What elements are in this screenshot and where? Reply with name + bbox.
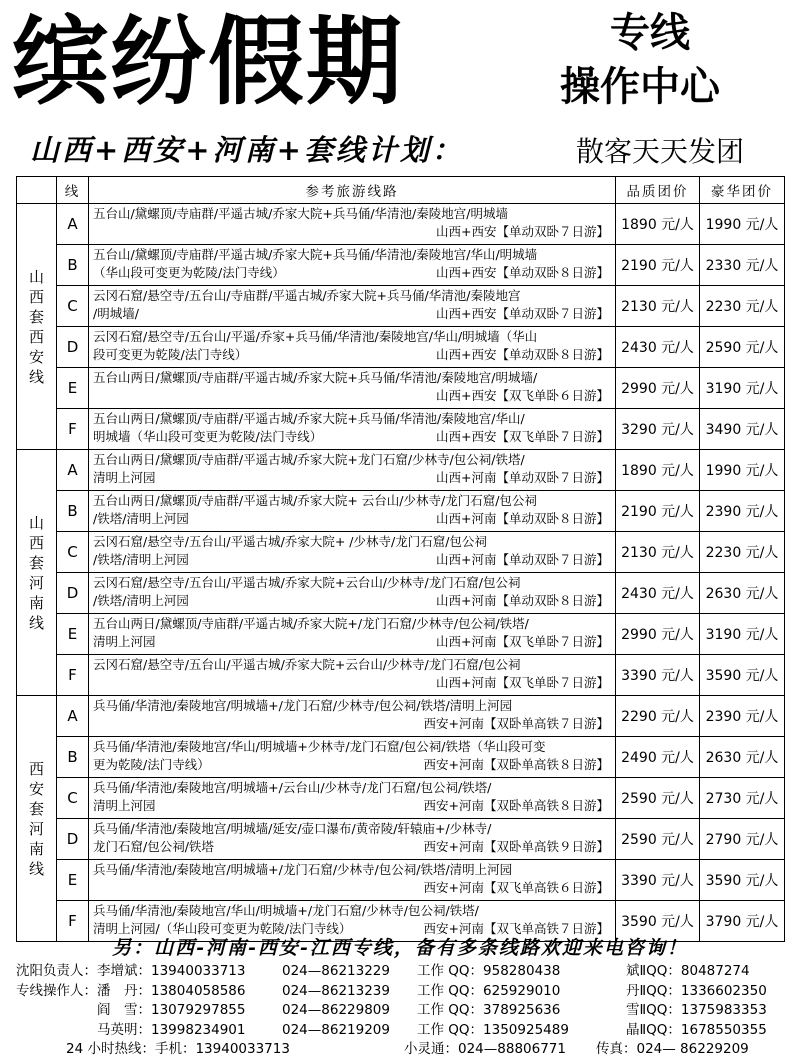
route-note: 明城墙（华山段可变更为乾陵/法门寺线） xyxy=(93,429,323,444)
contact-qq: 丹ⅡQQ：1336602350 xyxy=(626,982,767,999)
group-label-char: 河 xyxy=(28,573,44,592)
quality-price: 3590 元/人 xyxy=(616,901,700,942)
route-product: 山西+河南【双飞单卧７日游】 xyxy=(436,675,609,690)
line-code: F xyxy=(57,655,89,696)
quality-price: 2990 元/人 xyxy=(616,614,700,655)
contact-row xyxy=(16,982,786,1002)
line-code: E xyxy=(57,614,89,655)
quality-price: 2490 元/人 xyxy=(616,737,700,778)
table-row xyxy=(17,286,785,327)
table-row xyxy=(17,491,785,532)
route-line2 xyxy=(93,592,611,610)
line-code: A xyxy=(57,696,89,737)
header-luxury-price: 豪华团价 xyxy=(700,177,785,204)
table-row xyxy=(17,327,785,368)
table-row xyxy=(17,860,785,901)
quality-price: 2190 元/人 xyxy=(616,491,700,532)
luxury-price: 2390 元/人 xyxy=(700,491,785,532)
route-cell xyxy=(89,860,616,901)
route-line1: 云冈石窟/悬空寺/五台山/平遥古城/乔家大院+ /少林寺/龙门石窟/包公祠 xyxy=(93,534,487,549)
contact-phone: 024—86219209 xyxy=(282,1021,390,1038)
route-line1: 兵马俑/华清池/秦陵地宫/明城墙+/龙门石窟/少林寺/包公祠/铁塔/清明上河园 xyxy=(93,698,513,713)
route-line2 xyxy=(93,469,611,487)
group-label-char: 山 xyxy=(28,267,44,286)
line-code: B xyxy=(57,245,89,286)
group-label-char: 西 xyxy=(28,533,44,552)
route-line1: 云冈石窟/悬空寺/五台山/平遥古城/乔家大院+云台山/少林寺/龙门石窟/包公祠 xyxy=(93,657,521,672)
route-line1: 兵马俑/华清池/秦陵地宫/华山/明城墙+少林寺/龙门石窟/包公祠/铁塔（华山段可变 xyxy=(93,739,546,754)
brand-title: 缤纷假期 xyxy=(12,6,404,118)
luxury-price: 2230 元/人 xyxy=(700,286,785,327)
footer-note: 另：山西-河南-西安-江西专线，备有多条线路欢迎来电咨询！ xyxy=(112,937,688,959)
route-line2 xyxy=(93,305,611,323)
route-product: 西安+河南【双卧单高铁７日游】 xyxy=(423,716,609,731)
table-row xyxy=(17,532,785,573)
luxury-price: 2630 元/人 xyxy=(700,737,785,778)
quality-price: 2290 元/人 xyxy=(616,696,700,737)
luxury-price: 3790 元/人 xyxy=(700,901,785,942)
quality-price: 1890 元/人 xyxy=(616,450,700,491)
contact-row xyxy=(16,1001,786,1021)
contact-phone: 024—86213229 xyxy=(282,963,390,979)
group-label-char: 南 xyxy=(28,839,44,858)
route-product: 山西+河南【单动双卧８日游】 xyxy=(436,511,609,526)
luxury-price: 2730 元/人 xyxy=(700,778,785,819)
route-line1: 兵马俑/华清池/秦陵地宫/华山/明城墙+/龙门石窟/少林寺/包公祠/铁塔/ xyxy=(93,903,479,918)
header-quality-price: 品质团价 xyxy=(616,177,700,204)
route-product: 西安+河南【双卧单高铁８日游】 xyxy=(423,798,609,813)
line-code: C xyxy=(57,286,89,327)
xiaolingtong: 小灵通：024—88806771 xyxy=(404,1041,566,1057)
table-row xyxy=(17,778,785,819)
group-label-char: 套 xyxy=(28,307,44,326)
line-code: D xyxy=(57,327,89,368)
route-line2 xyxy=(93,879,611,897)
route-product: 山西+西安【单动双卧７日游】 xyxy=(436,224,609,239)
plan-title: 山西+西安+河南+套线计划： xyxy=(30,133,464,167)
contact-person: 专线操作人：潘 丹：13804058586 xyxy=(16,982,246,999)
subtitle-line1: 专线 xyxy=(610,10,690,56)
header-route: 参考旅游线路 xyxy=(89,177,616,204)
table-row xyxy=(17,655,785,696)
line-code: F xyxy=(57,409,89,450)
contact-qq: 雪ⅡQQ：1375983353 xyxy=(626,1002,767,1018)
line-code: C xyxy=(57,532,89,573)
contact-row xyxy=(16,1021,786,1041)
route-product: 西安+河南【双卧单高铁８日游】 xyxy=(423,757,609,772)
route-product: 山西+河南【双飞单卧７日游】 xyxy=(436,634,609,649)
table-row xyxy=(17,245,785,286)
table-row xyxy=(17,737,785,778)
line-code: F xyxy=(57,901,89,942)
route-line1: 五台山两日/黛螺顶/寺庙群/平遥古城/乔家大院+兵马俑/华清池/秦陵地宫/华山/ xyxy=(93,411,525,426)
luxury-price: 3590 元/人 xyxy=(700,860,785,901)
route-line2 xyxy=(93,674,611,692)
route-line2 xyxy=(93,838,611,856)
route-note: （华山段可变更为乾陵/法门寺线） xyxy=(93,265,285,280)
route-product: 山西+西安【单动双卧８日游】 xyxy=(436,347,609,362)
line-code: A xyxy=(57,450,89,491)
route-note: 清明上河园 xyxy=(93,798,156,813)
route-line2 xyxy=(93,756,611,774)
route-cell xyxy=(89,778,616,819)
route-line2 xyxy=(93,715,611,733)
luxury-price: 3190 元/人 xyxy=(700,614,785,655)
table-header-row xyxy=(17,177,785,204)
fax: 传真：024— 86229209 xyxy=(596,1041,749,1057)
route-line1: 兵马俑/华清池/秦陵地宫/明城墙+/龙门石窟/少林寺/包公祠/铁塔/清明上河园 xyxy=(93,862,513,877)
route-cell xyxy=(89,614,616,655)
table-row xyxy=(17,368,785,409)
header-group-blank xyxy=(17,177,57,204)
table-row xyxy=(17,696,785,737)
quality-price: 2430 元/人 xyxy=(616,327,700,368)
contact-person: 沈阳负责人：李增斌：13940033713 xyxy=(16,963,246,979)
luxury-price: 2790 元/人 xyxy=(700,819,785,860)
route-price-table xyxy=(16,176,785,942)
route-line2 xyxy=(93,387,611,405)
contact-person: 马英明：13998234901 xyxy=(16,1021,246,1038)
route-cell xyxy=(89,655,616,696)
contact-row xyxy=(16,962,786,982)
route-note: /铁塔/清明上河园 xyxy=(93,552,189,567)
route-cell xyxy=(89,696,616,737)
quality-price: 2990 元/人 xyxy=(616,368,700,409)
quality-price: 2130 元/人 xyxy=(616,286,700,327)
route-note: 段可变更为乾陵/法门寺线） xyxy=(93,347,248,362)
table-row xyxy=(17,573,785,614)
line-code: D xyxy=(57,819,89,860)
quality-price: 2190 元/人 xyxy=(616,245,700,286)
group-label xyxy=(17,204,57,450)
line-code: A xyxy=(57,204,89,245)
route-cell xyxy=(89,245,616,286)
contact-work-qq: 工作 QQ：958280438 xyxy=(417,963,561,979)
route-product: 山西+河南【单动双卧８日游】 xyxy=(436,593,609,608)
contact-qq: 晶ⅡQQ：1678550355 xyxy=(626,1021,767,1038)
group-label-char: 安 xyxy=(28,347,44,366)
group-label-char: 套 xyxy=(28,799,44,818)
route-cell xyxy=(89,409,616,450)
contact-section xyxy=(16,962,786,1060)
group-label xyxy=(17,450,57,696)
route-note: 清明上河园 xyxy=(93,634,156,649)
route-product: 西安+河南【双飞单高铁６日游】 xyxy=(423,880,609,895)
quality-price: 1890 元/人 xyxy=(616,204,700,245)
quality-price: 2430 元/人 xyxy=(616,573,700,614)
luxury-price: 3590 元/人 xyxy=(700,655,785,696)
contact-phone: 024—86213239 xyxy=(282,982,390,999)
route-line1: 五台山两日/黛螺顶/寺庙群/平遥古城/乔家大院+/龙门石窟/少林寺/包公祠/铁塔/ xyxy=(93,616,529,631)
route-line1: 云冈石窟/悬空寺/五台山/平遥古城/乔家大院+云台山/少林寺/龙门石窟/包公祠 xyxy=(93,575,521,590)
route-line2 xyxy=(93,346,611,364)
luxury-price: 2230 元/人 xyxy=(700,532,785,573)
route-line1: 兵马俑/华清池/秦陵地宫/明城墙+/云台山/少林寺/龙门石窟/包公祠/铁塔/ xyxy=(93,780,492,795)
route-product: 西安+河南【双卧单高铁９日游】 xyxy=(423,839,609,854)
route-line1: 五台山两日/黛螺顶/寺庙群/平遥古城/乔家大院+兵马俑/华清池/秦陵地宫/明城墙/ xyxy=(93,370,538,385)
quality-price: 2590 元/人 xyxy=(616,778,700,819)
route-line1: 五台山两日/黛螺顶/寺庙群/平遥古城/乔家大院+ 云台山/少林寺/龙门石窟/包公祠 xyxy=(93,493,537,508)
route-cell xyxy=(89,491,616,532)
contact-phone: 024—86229809 xyxy=(282,1002,390,1018)
route-product: 山西+西安【双飞单卧６日游】 xyxy=(436,388,609,403)
route-cell xyxy=(89,450,616,491)
route-product: 西安+河南【双飞单高铁７日游】 xyxy=(423,921,609,936)
luxury-price: 3190 元/人 xyxy=(700,368,785,409)
route-product: 山西+河南【单动双卧７日游】 xyxy=(436,552,609,567)
route-note: 更为乾陵/法门寺线） xyxy=(93,757,210,772)
luxury-price: 2590 元/人 xyxy=(700,327,785,368)
line-code: B xyxy=(57,737,89,778)
route-line1: 五台山两日/黛螺顶/寺庙群/平遥古城/乔家大院+龙门石窟/少林寺/包公祠/铁塔/ xyxy=(93,452,525,467)
route-line2 xyxy=(93,510,611,528)
route-line1: 云冈石窟/悬空寺/五台山/寺庙群/平遥古城/乔家大院+兵马俑/华清池/秦陵地宫 xyxy=(93,288,521,303)
table-row xyxy=(17,614,785,655)
luxury-price: 3490 元/人 xyxy=(700,409,785,450)
header-line: 线 xyxy=(57,177,89,204)
contact-work-qq: 工作 QQ：378925636 xyxy=(417,1002,561,1018)
luxury-price: 1990 元/人 xyxy=(700,450,785,491)
quality-price: 2590 元/人 xyxy=(616,819,700,860)
group-label-char: 西 xyxy=(28,287,44,306)
quality-price: 3390 元/人 xyxy=(616,655,700,696)
hotline-row xyxy=(16,1040,786,1060)
route-cell xyxy=(89,737,616,778)
line-code: C xyxy=(57,778,89,819)
group-label-char: 安 xyxy=(28,779,44,798)
hotline: 24 小时热线：手机：13940033713 xyxy=(66,1041,290,1057)
table-row xyxy=(17,450,785,491)
luxury-price: 2330 元/人 xyxy=(700,245,785,286)
route-note: /铁塔/清明上河园 xyxy=(93,593,189,608)
contact-work-qq: 工作 QQ：1350925489 xyxy=(417,1021,569,1038)
luxury-price: 2390 元/人 xyxy=(700,696,785,737)
line-code: E xyxy=(57,860,89,901)
route-product: 山西+河南【单动双卧７日游】 xyxy=(436,470,609,485)
route-line2 xyxy=(93,797,611,815)
line-code: D xyxy=(57,573,89,614)
group-label xyxy=(17,696,57,942)
table-body xyxy=(17,204,785,942)
route-note: 龙门石窟/包公祠/铁塔 xyxy=(93,839,214,854)
route-line2 xyxy=(93,264,611,282)
quality-price: 3390 元/人 xyxy=(616,860,700,901)
subtitle-line2: 操作中心 xyxy=(560,64,720,110)
quality-price: 2130 元/人 xyxy=(616,532,700,573)
route-line1: 兵马俑/华清池/秦陵地宫/明城墙/延安/壶口瀑布/黄帝陵/轩辕庙+/少林寺/ xyxy=(93,821,492,836)
route-line2 xyxy=(93,633,611,651)
route-cell xyxy=(89,204,616,245)
route-product: 山西+西安【单动双卧８日游】 xyxy=(436,265,609,280)
group-label-char: 线 xyxy=(28,613,44,632)
route-line2 xyxy=(93,551,611,569)
route-line1: 云冈石窟/悬空寺/五台山/平遥/乔家+兵马俑/华清池/秦陵地宫/华山/明城墙（华山 xyxy=(93,329,538,344)
route-note: 清明上河园/（华山段可变更为乾陵/法门寺线） xyxy=(93,921,352,936)
route-line2 xyxy=(93,428,611,446)
group-label-char: 河 xyxy=(28,819,44,838)
group-label-char: 西 xyxy=(28,759,44,778)
group-label-char: 西 xyxy=(28,327,44,346)
line-code: B xyxy=(57,491,89,532)
route-cell xyxy=(89,532,616,573)
route-note: 清明上河园 xyxy=(93,470,156,485)
group-label-char: 南 xyxy=(28,593,44,612)
luxury-price: 1990 元/人 xyxy=(700,204,785,245)
route-note: /明城墙/ xyxy=(93,306,139,321)
route-product: 山西+西安【单动双卧７日游】 xyxy=(436,306,609,321)
contact-work-qq: 工作 QQ：625929010 xyxy=(417,982,561,999)
table-row xyxy=(17,409,785,450)
route-cell xyxy=(89,327,616,368)
route-line2 xyxy=(93,223,611,241)
route-note: /铁塔/清明上河园 xyxy=(93,511,189,526)
quality-price: 3290 元/人 xyxy=(616,409,700,450)
route-line1: 五台山/黛螺顶/寺庙群/平遥古城/乔家大院+兵马俑/华清池/秦陵地宫/明城墙 xyxy=(93,206,508,221)
luxury-price: 2630 元/人 xyxy=(700,573,785,614)
contact-qq: 斌ⅡQQ：80487274 xyxy=(626,963,750,979)
route-product: 山西+西安【双飞单卧７日游】 xyxy=(436,429,609,444)
route-cell xyxy=(89,819,616,860)
group-label-char: 线 xyxy=(28,859,44,878)
contact-person: 阎 雪：13079297855 xyxy=(16,1002,246,1018)
route-cell xyxy=(89,286,616,327)
route-cell xyxy=(89,368,616,409)
table-row xyxy=(17,204,785,245)
daily-tour-label: 散客天天发团 xyxy=(576,135,745,168)
route-line1: 五台山/黛螺顶/寺庙群/平遥古城/乔家大院+兵马俑/华清池/秦陵地宫/华山/明城墙 xyxy=(93,247,538,262)
line-code: E xyxy=(57,368,89,409)
route-cell xyxy=(89,573,616,614)
table-row xyxy=(17,819,785,860)
group-label-char: 山 xyxy=(28,513,44,532)
group-label-char: 线 xyxy=(28,367,44,386)
group-label-char: 套 xyxy=(28,553,44,572)
